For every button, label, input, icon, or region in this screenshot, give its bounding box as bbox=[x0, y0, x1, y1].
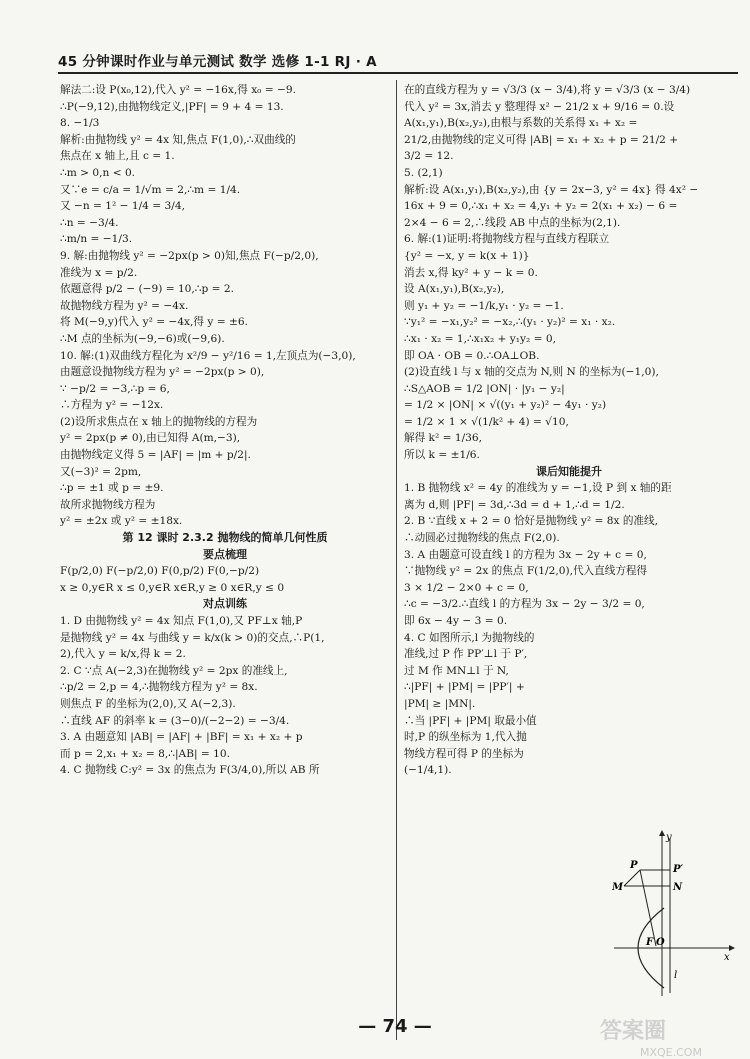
text-line: 2. B ∵直线 x + 2 = 0 恰好是抛物线 y² = 8x 的准线, bbox=[404, 515, 658, 528]
text-line: 3/2 = 12. bbox=[404, 150, 454, 163]
text-line: x ≥ 0,y∈R x ≤ 0,y∈R x∈R,y ≥ 0 x∈R,y ≤ 0 bbox=[60, 581, 285, 594]
text-line: ∴m/n = −1/3. bbox=[60, 233, 133, 246]
text-line: 依题意得 p/2 − (−9) = 10,∴p = 2. bbox=[60, 283, 235, 296]
text-line: 第 12 课时 2.3.2 抛物线的简单几何性质 bbox=[122, 531, 328, 545]
text-line: y² = ±2x 或 y² = ±18x. bbox=[60, 515, 183, 528]
text-line: 解得 k² = 1/36, bbox=[404, 432, 482, 445]
text-line: 解析:由抛物线 y² = 4x 知,焦点 F(1,0),∴双曲线的 bbox=[60, 133, 296, 146]
text-line: ∴c = −3/2.∴直线 l 的方程为 3x − 2y − 3/2 = 0, bbox=[404, 598, 645, 611]
label-y: y bbox=[666, 832, 672, 843]
text-line: = 1/2 × |ON| × √((y₁ + y₂)² − 4y₁ · y₂) bbox=[404, 399, 607, 412]
text-line: ∴方程为 y² = −12x. bbox=[60, 399, 164, 412]
y-axis-arrow bbox=[659, 830, 665, 836]
text-line: |PM| ≥ |MN|. bbox=[404, 697, 476, 710]
label-l: l bbox=[674, 970, 678, 981]
text-line: 8. −1/3 bbox=[60, 117, 100, 130]
text-line: 又(−3)² = 2pm, bbox=[60, 465, 142, 478]
label-n: N bbox=[673, 882, 683, 893]
text-line: 过 M 作 MN⊥l 于 N, bbox=[404, 664, 509, 677]
text-line: ∴M 点的坐标为(−9,−6)或(−9,6). bbox=[60, 332, 225, 345]
label-o: O bbox=[656, 937, 665, 948]
text-line: 课后知能提升 bbox=[536, 464, 602, 478]
text-line: (2)设直线 l 与 x 轴的交点为 N,则 N 的坐标为(−1,0), bbox=[404, 366, 659, 379]
text-line: 3 × 1/2 − 2×0 + c = 0, bbox=[404, 581, 529, 594]
text-line: 故抛物线方程为 y² = −4x. bbox=[60, 299, 189, 312]
text-line: 解法二:设 P(x₀,12),代入 y² = −16x,得 x₀ = −9. bbox=[60, 84, 297, 96]
text-line: 5. (2,1) bbox=[404, 166, 443, 179]
text-line: ∵ −p/2 = −3,∴p = 6, bbox=[60, 382, 170, 395]
text-line: 设 A(x₁,y₁),B(x₂,y₂), bbox=[404, 283, 505, 296]
right-column bbox=[404, 82, 734, 779]
text-line: 2),代入 y = k/x,得 k = 2. bbox=[60, 648, 186, 661]
text-line: ∴直线 AF 的斜率 k = (3−0)/(−2−2) = −3/4. bbox=[60, 714, 290, 727]
text-line: ∴p/2 = 2,p = 4,∴抛物线方程为 y² = 8x. bbox=[60, 681, 258, 694]
watermark-logo: 答案圈 bbox=[600, 1019, 667, 1044]
text-line: ∴S△AOB = 1/2 |ON| · |y₁ − y₂| bbox=[404, 382, 565, 395]
text-line: ∴|PF| + |PM| = |PP′| + bbox=[404, 681, 525, 694]
text-line: 解析:设 A(x₁,y₁),B(x₂,y₂),由 {y = 2x−3, y² = 4x} 得 4x² − bbox=[404, 183, 699, 196]
text-line: 6. 解:(1)证明:将抛物线方程与直线方程联立 bbox=[404, 233, 610, 246]
text-line: 即 6x − 4y − 3 = 0. bbox=[404, 615, 508, 627]
text-line: 代入 y² = 3x,消去 y 整理得 x² − 21/2 x + 9/16 = 0.设 bbox=[404, 100, 675, 113]
text-line: = 1/2 × 1 × √(1/k² + 4) = √10, bbox=[404, 415, 569, 428]
text-line: 3. A 由题意知 |AB| = |AF| + |BF| = x₁ + x₂ + p bbox=[60, 731, 303, 744]
x-axis-arrow bbox=[729, 945, 735, 951]
text-line: 1. D 由抛物线 y² = 4x 知点 F(1,0),又 PF⊥x 轴,P bbox=[60, 615, 303, 627]
text-line: 4. C 如图所示,l 为抛物线的 bbox=[404, 631, 535, 644]
text-line: 消去 x,得 ky² + y − k = 0. bbox=[404, 266, 538, 279]
text-line: 1. B 抛物线 x² = 4y 的准线为 y = −1,设 P 到 x 轴的距 bbox=[404, 482, 672, 495]
text-line: (2)设所求焦点在 x 轴上的抛物线的方程为 bbox=[60, 415, 258, 428]
text-line: y² = 2px(p ≠ 0),由已知得 A(m,−3), bbox=[60, 432, 241, 445]
text-line: 对点训练 bbox=[203, 597, 247, 611]
text-line: 时,P 的纵坐标为 1,代入抛 bbox=[404, 731, 527, 744]
label-x: x bbox=[724, 952, 730, 963]
text-line: ∴动圆必过抛物线的焦点 F(2,0). bbox=[404, 532, 560, 545]
text-line: 准线为 x = p/2. bbox=[60, 266, 138, 279]
page-number: — 74 — bbox=[358, 1016, 432, 1037]
text-line: 故所求抛物线方程为 bbox=[60, 498, 156, 511]
segment-pf bbox=[640, 870, 656, 946]
page-header: 45 分钟课时作业与单元测试 数学 选修 1-1 RJ · A bbox=[58, 54, 377, 70]
text-line: ∴x₁ · x₂ = 1,∴x₁x₂ + y₁y₂ = 0, bbox=[404, 332, 556, 345]
header-rule bbox=[58, 72, 738, 74]
text-line: ∴m > 0,n < 0. bbox=[60, 166, 136, 179]
label-p: P bbox=[630, 860, 638, 871]
text-line: 10. 解:(1)双曲线方程化为 x²/9 − y²/16 = 1,左顶点为(−3,0), bbox=[60, 349, 356, 362]
text-line: 所以 k = ±1/6. bbox=[404, 449, 480, 462]
text-line: {y² = −x, y = k(x + 1)} bbox=[404, 249, 530, 262]
text-line: A(x₁,y₁),B(x₂,y₂),由根与系数的关系得 x₁ + x₂ = bbox=[404, 117, 638, 130]
segment-pm bbox=[624, 870, 640, 886]
text-line: (−1/4,1). bbox=[404, 764, 452, 777]
text-line: 准线,过 P 作 PP′⊥l 于 P′, bbox=[404, 648, 528, 661]
text-line: 是抛物线 y² = 4x 与曲线 y = k/x(k > 0)的交点,∴P(1, bbox=[60, 631, 325, 644]
text-line: 将 M(−9,y)代入 y² = −4x,得 y = ±6. bbox=[60, 316, 248, 329]
text-line: 则 y₁ + y₂ = −1/k,y₁ · y₂ = −1. bbox=[404, 299, 564, 312]
text-line: 21/2,由抛物线的定义可得 |AB| = x₁ + x₂ + p = 21/2 + bbox=[404, 133, 679, 146]
text-line: 16x + 9 = 0,∴x₁ + x₂ = 4,y₁ + y₂ = 2(x₁ + x₂) − 6 = bbox=[404, 200, 678, 213]
left-column bbox=[60, 82, 390, 779]
text-line: ∴P(−9,12),由抛物线定义,|PF| = 9 + 4 = 13. bbox=[60, 100, 284, 113]
text-line: 4. C 抛物线 C:y² = 3x 的焦点为 F(3/4,0),所以 AB 所 bbox=[60, 764, 320, 777]
text-line: ∴n = −3/4. bbox=[60, 216, 119, 229]
text-line: 则焦点 F 的坐标为(2,0),又 A(−2,3). bbox=[60, 697, 236, 710]
text-line: 又 −n = 1² − 1/4 = 3/4, bbox=[60, 200, 185, 213]
parabola-figure bbox=[612, 828, 737, 998]
text-line: 2. C ∵点 A(−2,3)在抛物线 y² = 2px 的准线上, bbox=[60, 664, 288, 677]
text-line: 物线方程可得 P 的坐标为 bbox=[404, 747, 524, 760]
text-line: ∴当 |PF| + |PM| 取最小值 bbox=[404, 714, 537, 727]
text-line: 又∵e = c/a = 1/√m = 2,∴m = 1/4. bbox=[60, 183, 241, 196]
text-line: 由题意设抛物线方程为 y² = −2px(p > 0), bbox=[60, 366, 265, 379]
text-line: F(p/2,0) F(−p/2,0) F(0,p/2) F(0,−p/2) bbox=[60, 565, 260, 578]
text-line: 离为 d,则 |PF| = 3d,∴3d = d + 1,∴d = 1/2. bbox=[404, 498, 625, 511]
text-line: 焦点在 x 轴上,且 c = 1. bbox=[60, 150, 175, 163]
text-line: 2×4 − 6 = 2,∴线段 AB 中点的坐标为(2,1). bbox=[404, 216, 621, 229]
label-f: F bbox=[646, 937, 654, 948]
text-line: ∴p = ±1 或 p = ±9. bbox=[60, 482, 164, 495]
text-line: 3. A 由题意可设直线 l 的方程为 3x − 2y + c = 0, bbox=[404, 548, 647, 561]
text-line: 由抛物线定义得 5 = |AF| = |m + p/2|. bbox=[60, 449, 251, 462]
column-divider bbox=[396, 80, 397, 1040]
text-line: 即 OA · OB = 0.∴OA⊥OB. bbox=[404, 349, 540, 362]
watermark-url: MXQE.COM bbox=[640, 1046, 702, 1059]
text-line: 而 p = 2,x₁ + x₂ = 8,∴|AB| = 10. bbox=[60, 747, 231, 760]
label-m: M bbox=[612, 882, 624, 893]
label-p-prime: P′ bbox=[673, 864, 684, 875]
text-line: 要点梳理 bbox=[203, 547, 247, 561]
text-line: ∵抛物线 y² = 2x 的焦点 F(1/2,0),代入直线方程得 bbox=[404, 565, 648, 578]
text-line: ∵y₁² = −x₁,y₂² = −x₂,∴(y₁ · y₂)² = x₁ · x₂. bbox=[404, 316, 616, 329]
text-line: 在的直线方程为 y = √3/3 (x − 3/4),将 y = √3/3 (x − 3/4) bbox=[404, 84, 691, 96]
text-line: 9. 解:由抛物线 y² = −2px(p > 0)知,焦点 F(−p/2,0), bbox=[60, 249, 319, 262]
